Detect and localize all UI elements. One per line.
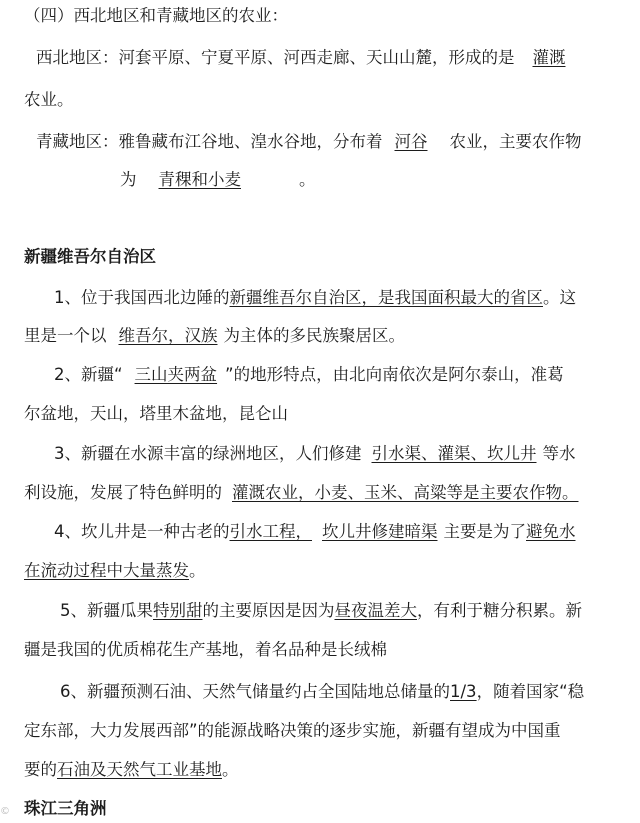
point-3: 3、新疆在水源丰富的绿洲地区，人们修建 引水渠、灌渠、坎儿井 等水 — [54, 444, 576, 463]
xinjiang-title: 新疆维吾尔自治区 — [24, 247, 156, 266]
point-1-cont: 里是一个以 维吾尔，汉族 为主体的多民族聚居区。 — [24, 326, 405, 345]
northwest-paragraph-tail: 农业。 — [24, 90, 74, 109]
answer-one-third: 1/3 — [450, 682, 477, 701]
point-5: 5、新疆瓜果特别甜的主要原因是因为昼夜温差大，有利于糖分积累。新 — [60, 601, 582, 620]
point-2-cont: 尔盆地，天山，塔里木盆地，昆仑山 — [24, 404, 288, 423]
answer-terrain: 三山夹两盆 — [134, 365, 218, 384]
answer-water-facilities: 引水渠、灌渠、坎儿井 — [371, 444, 537, 463]
answer-temperature-difference: 昼夜温差大 — [334, 601, 417, 620]
answer-crops: 青稞和小麦 — [158, 170, 241, 189]
next-section-title: 珠江三角洲 — [24, 799, 107, 818]
answer-valley: 河谷 — [394, 132, 428, 151]
point-2: 2、新疆“ 三山夹两盆 ”的地形特点，由北向南依次是阿尔泰山，准葛 — [54, 365, 564, 384]
answer-energy-base: 石油及天然气工业基地 — [57, 760, 222, 779]
point-6: 6、新疆预测石油、天然气储量约占全国陆地总储量的1/3，随着国家“稳 — [60, 682, 585, 701]
qingzang-paragraph: 青藏地区：雅鲁藏布江谷地、湟水谷地，分布着 河谷 农业，主要农作物 — [36, 132, 582, 151]
point-4-cont: 在流动过程中大量蒸发。 — [24, 561, 206, 580]
answer-avoid-evaporation: 避免水 — [526, 522, 576, 541]
point-6-end: 要的石油及天然气工业基地。 — [24, 760, 239, 779]
answer-irrigation: 灌溉 — [532, 48, 566, 67]
section-heading: （四）西北地区和青藏地区的农业： — [24, 6, 288, 25]
answer-oasis-agriculture: 灌溉农业，小麦、玉米、高粱等是主要农作物。 — [232, 483, 579, 502]
answer-largest-province: 新疆维吾尔自治区，是我国面积最大的省区 — [229, 288, 543, 307]
qingzang-paragraph-crops: 为 青稞和小麦 。 — [120, 170, 316, 189]
point-1: 1、位于我国西北边陲的新疆维吾尔自治区，是我国面积最大的省区。这 — [54, 288, 576, 307]
point-4: 4、坎儿井是一种古老的引水工程， 坎儿井修建暗渠 主要是为了避免水 — [54, 522, 576, 541]
answer-water-project: 引水工程， — [229, 522, 312, 541]
point-6-cont: 定东部，大力发展西部”的能源战略决策的逐步实施，新疆有望成为中国重 — [24, 721, 561, 740]
answer-evaporation: 在流动过程中大量蒸发 — [24, 561, 189, 580]
answer-sweet: 特别甜 — [153, 601, 203, 620]
answer-ethnic-groups: 维吾尔，汉族 — [118, 326, 218, 345]
watermark: © — [0, 806, 10, 817]
point-5-cont: 疆是我国的优质棉花生产基地，着名品种是长绒棉 — [24, 640, 387, 659]
northwest-paragraph: 西北地区：河套平原、宁夏平原、河西走廊、天山山麓，形成的是 灌溉 — [36, 46, 640, 70]
answer-karez: 坎儿井修建暗渠 — [322, 522, 438, 541]
point-3-cont: 利设施，发展了特色鲜明的 灌溉农业，小麦、玉米、高粱等是主要农作物。 — [24, 483, 579, 502]
